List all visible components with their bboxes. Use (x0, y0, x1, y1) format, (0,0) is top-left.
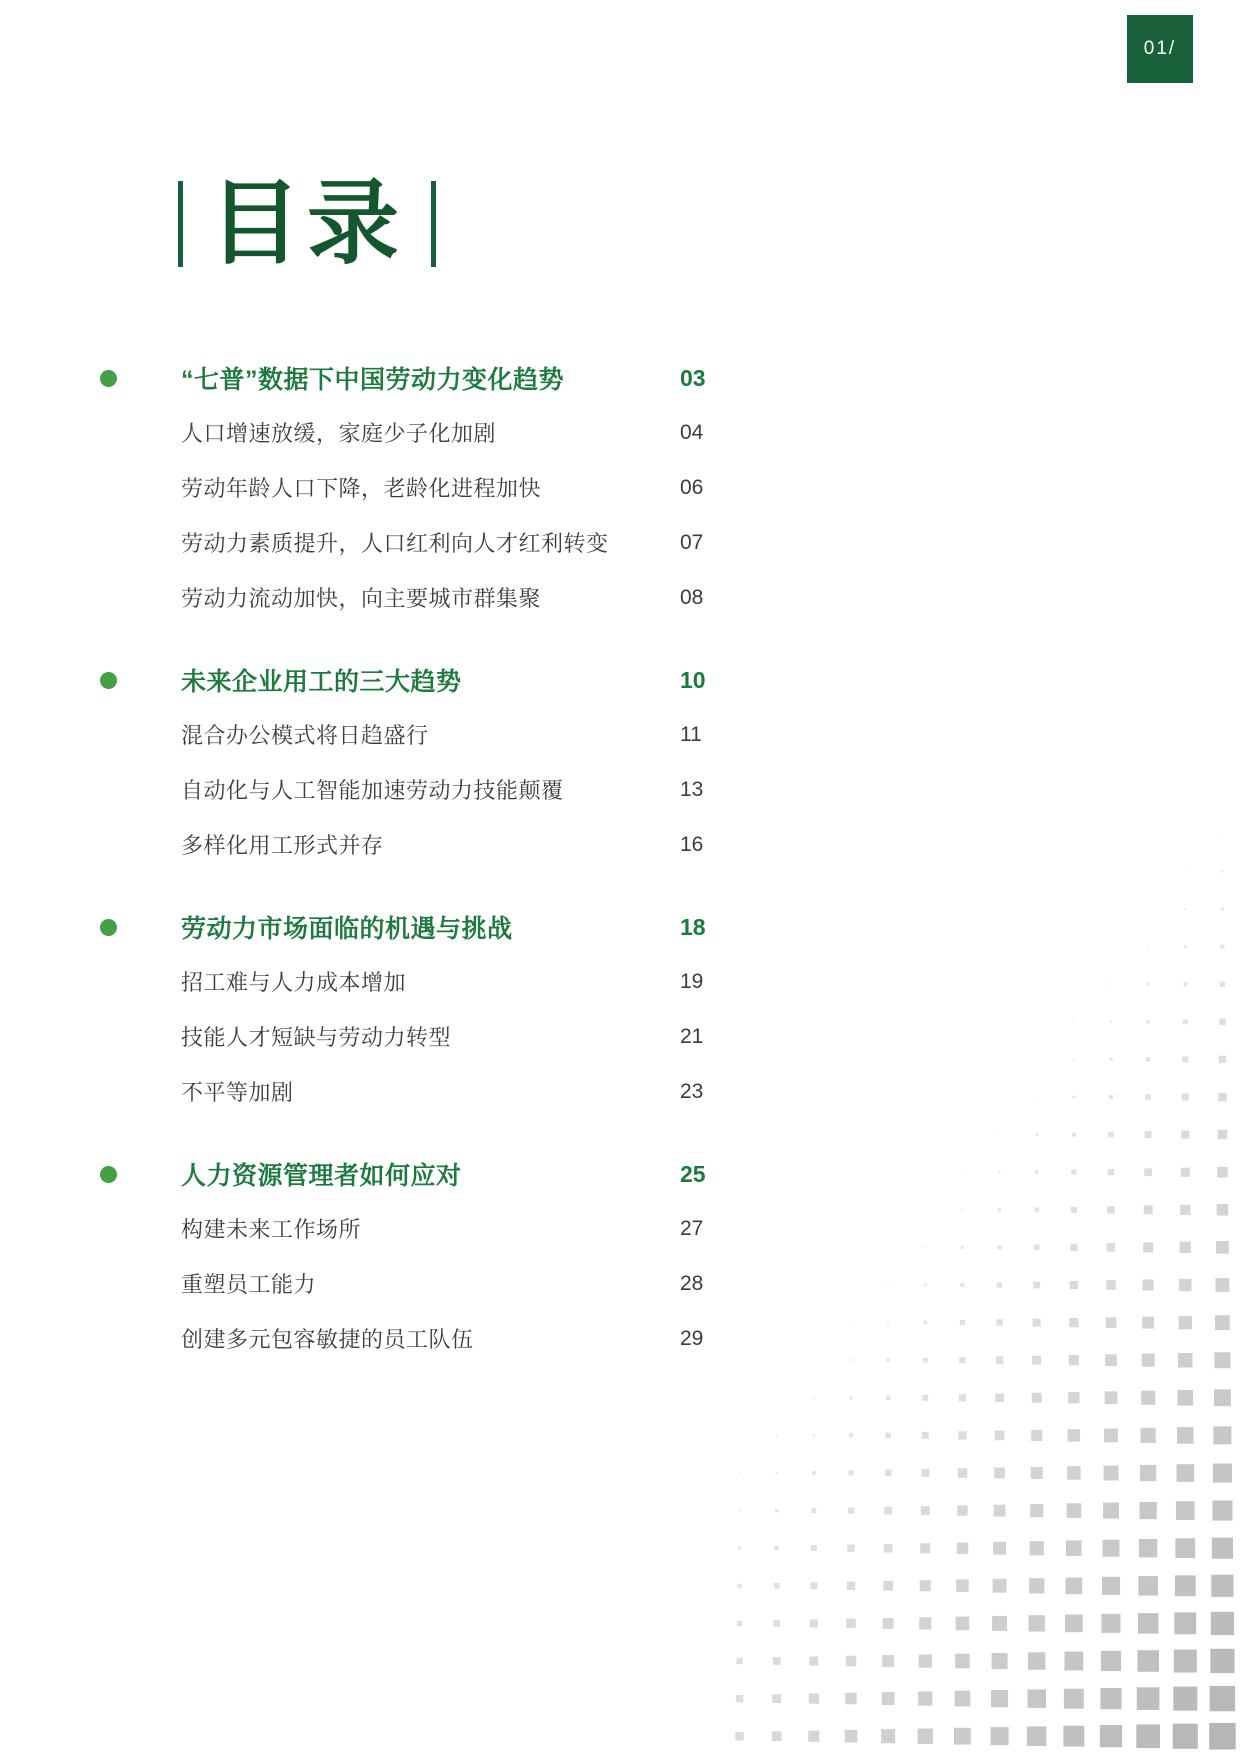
toc-item[interactable] (100, 1206, 740, 1251)
toc-item[interactable] (100, 822, 740, 867)
toc-item[interactable] (100, 712, 740, 757)
toc-group (100, 1156, 740, 1361)
toc-item-label: 创建多元包容敏捷的员工队伍 (181, 1327, 474, 1352)
toc-chapter-label: 劳动力市场面临的机遇与挑战 (181, 915, 513, 943)
toc-chapter-page: 10 (680, 666, 706, 693)
bullet-icon (100, 1166, 117, 1183)
toc-item-label: 劳动力素质提升，人口红利向人才红利转变 (181, 531, 609, 556)
toc-chapter-page: 03 (680, 364, 706, 391)
toc-chapter-page: 18 (680, 913, 706, 940)
toc-item-page: 06 (680, 475, 704, 499)
toc-chapter-row[interactable] (100, 662, 740, 698)
toc-item-page: 04 (680, 420, 704, 444)
toc-item[interactable] (100, 1014, 740, 1059)
toc-item-page: 16 (680, 832, 704, 856)
toc-item-page: 19 (680, 969, 704, 993)
toc-chapter-label: “七普”数据下中国劳动力变化趋势 (181, 366, 565, 394)
toc-chapter-page: 25 (680, 1160, 706, 1187)
bullet-icon (100, 919, 117, 936)
toc-chapter-row[interactable] (100, 909, 740, 945)
toc-item-label: 技能人才短缺与劳动力转型 (181, 1025, 452, 1050)
title-rule-left (178, 181, 183, 267)
toc-item[interactable] (100, 465, 740, 510)
toc-item-page: 23 (680, 1079, 704, 1103)
toc-item-label: 自动化与人工智能加速劳动力技能颠覆 (181, 778, 564, 803)
page-number-badge: 01/ (1127, 15, 1193, 83)
toc-item-page: 28 (680, 1271, 704, 1295)
toc-item[interactable] (100, 1261, 740, 1306)
toc-item-label: 人口增速放缓，家庭少子化加剧 (181, 421, 497, 446)
toc-item-page: 07 (680, 530, 704, 554)
toc-chapter-row[interactable] (100, 1156, 740, 1192)
toc-item-page: 29 (680, 1326, 704, 1350)
toc-item-page: 27 (680, 1216, 704, 1240)
bullet-icon (100, 672, 117, 689)
toc-group (100, 909, 740, 1114)
toc-item-label: 多样化用工形式并存 (181, 833, 384, 858)
decorative-square-grid (721, 815, 1241, 1755)
toc-item[interactable] (100, 1316, 740, 1361)
toc-item-label: 招工难与人力成本增加 (181, 970, 407, 995)
toc-chapter-label: 人力资源管理者如何应对 (181, 1162, 462, 1190)
toc-chapter-row[interactable] (100, 360, 740, 396)
bullet-icon (100, 370, 117, 387)
toc-item[interactable] (100, 959, 740, 1004)
toc-item[interactable] (100, 767, 740, 812)
toc-item-page: 13 (680, 777, 704, 801)
toc-chapter-label: 未来企业用工的三大趋势 (181, 668, 462, 696)
toc-group (100, 360, 740, 620)
toc-item-label: 不平等加剧 (181, 1080, 294, 1105)
toc-item[interactable] (100, 410, 740, 455)
toc-item[interactable] (100, 575, 740, 620)
toc-item-label: 构建未来工作场所 (181, 1217, 362, 1242)
toc-item[interactable] (100, 1069, 740, 1114)
toc-item-page: 08 (680, 585, 704, 609)
page-title (178, 173, 436, 275)
toc-item-page: 11 (680, 722, 702, 746)
toc-item-label: 混合办公模式将日趋盛行 (181, 723, 429, 748)
toc-item-label: 劳动力流动加快，向主要城市群集聚 (181, 586, 542, 611)
table-of-contents (100, 360, 740, 1403)
toc-item-label: 劳动年龄人口下降，老龄化进程加快 (181, 476, 542, 501)
title-rule-right (431, 181, 436, 267)
toc-item-label: 重塑员工能力 (181, 1272, 317, 1297)
title-text: 目录 (209, 173, 406, 275)
toc-item[interactable] (100, 520, 740, 565)
toc-item-page: 21 (680, 1024, 704, 1048)
toc-group (100, 662, 740, 867)
